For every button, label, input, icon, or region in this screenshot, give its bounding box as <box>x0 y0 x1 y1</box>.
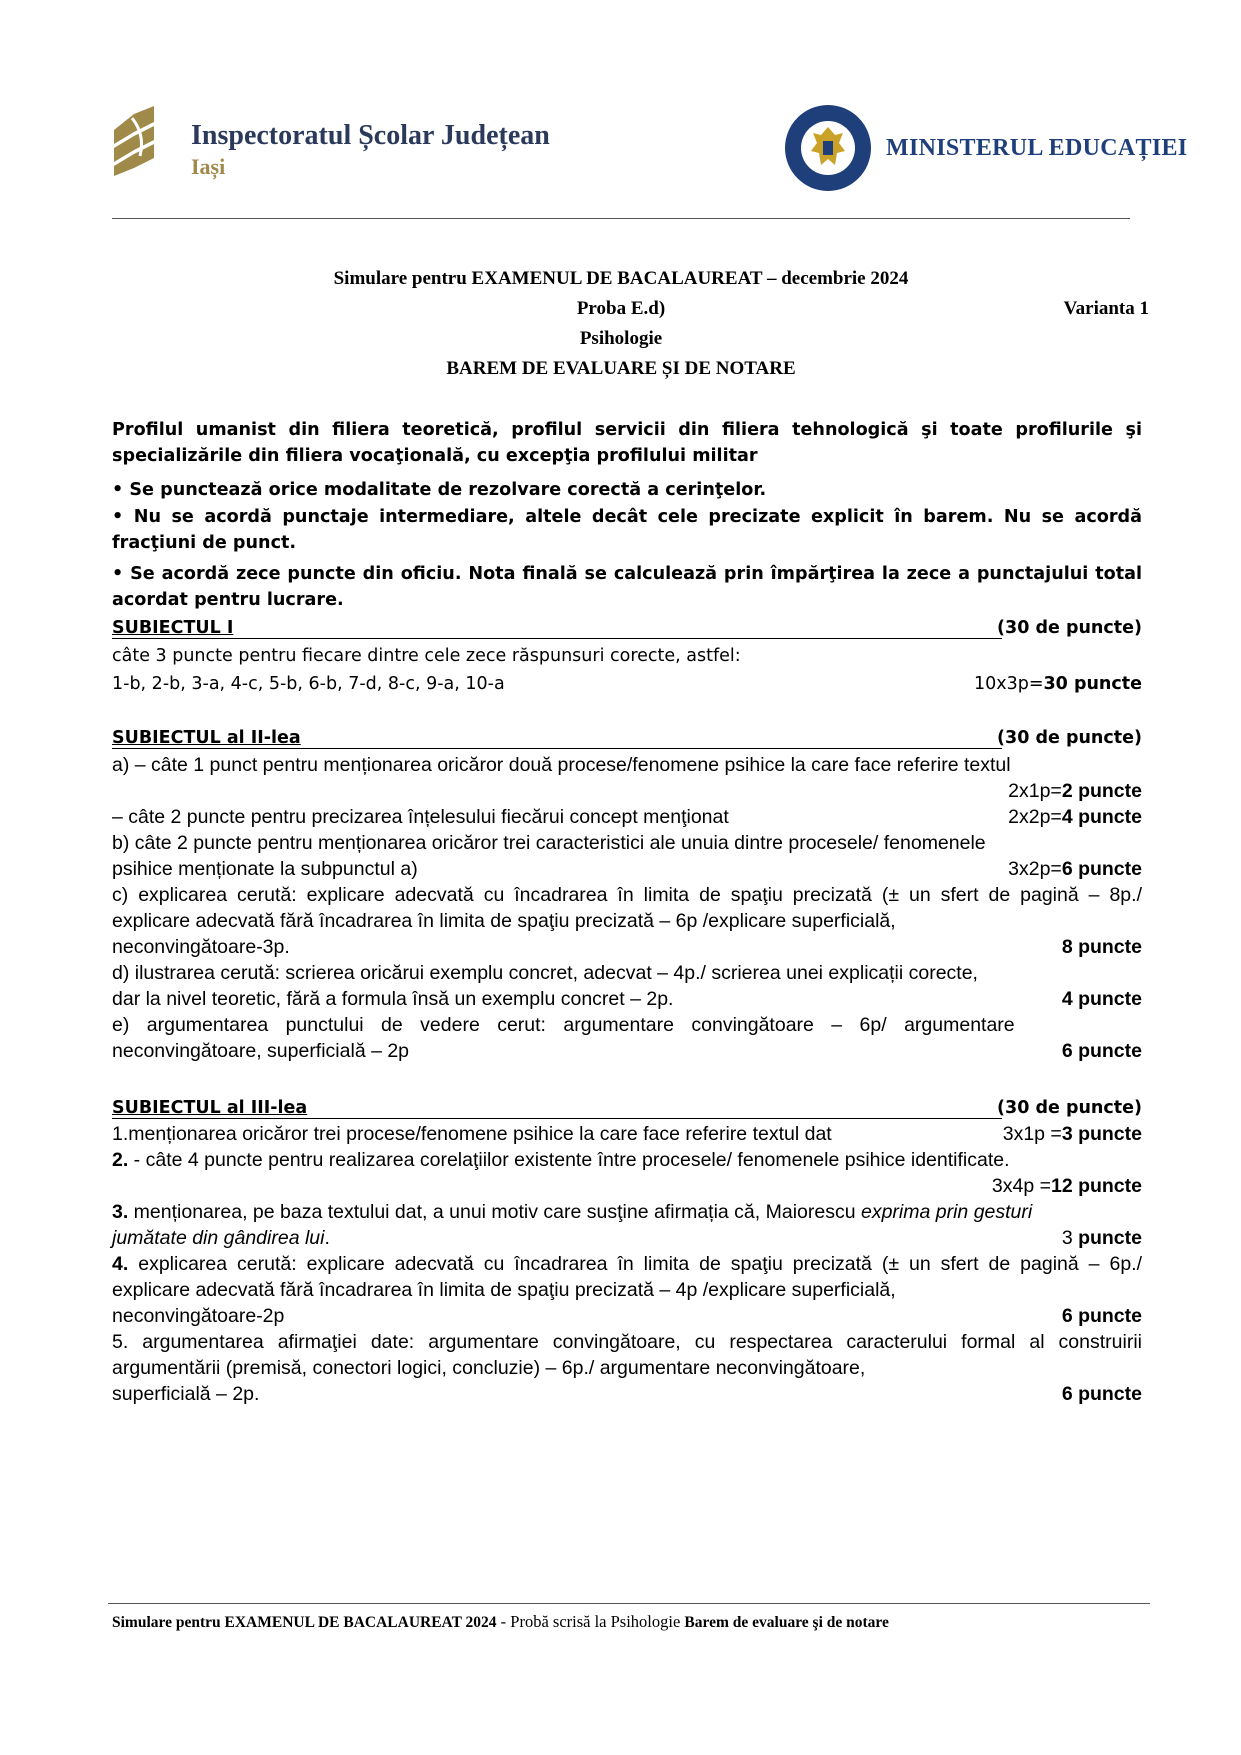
bullet-icon: • <box>112 564 131 584</box>
subject-3-item-5-last: superficială – 2p. <box>112 1383 260 1405</box>
subject-2-a1-score: 2x1p=2 puncte <box>1008 780 1142 802</box>
government-seal-icon <box>783 103 873 193</box>
subject-3-item-3-score-row <box>112 1225 1142 1251</box>
subject-2-b2-row <box>112 856 1142 882</box>
ministry-name: MINISTERUL EDUCAȚIEI <box>886 135 1188 161</box>
seal-text <box>783 103 784 104</box>
subject-3-item-1-row <box>112 1121 1142 1147</box>
subject-1-label: SUBIECTUL I <box>112 618 234 638</box>
subject-3-item-4-score: 6 puncte <box>1061 1305 1142 1327</box>
bullet-icon: • <box>112 480 130 500</box>
subject-2-rule <box>112 748 1002 749</box>
subject-2-e-last: neconvingătoare, superficială – 2p <box>112 1040 410 1062</box>
subject-3-item-5-last-row <box>112 1381 1142 1407</box>
subject-2-a2: – câte 2 puncte pentru precizarea înțelesului fiecărui concept menţionat <box>112 806 729 828</box>
subject-3-item-4-last: neconvingătoare-2p <box>112 1305 285 1327</box>
subject-3-label: SUBIECTUL al III-lea <box>112 1098 308 1118</box>
subject-1-score: 10x3p=30 puncte <box>973 674 1142 694</box>
subject-2-label: SUBIECTUL al II-lea <box>112 728 301 748</box>
exam-title: Simulare pentru EXAMENUL DE BACALAUREAT – decembrie 2024 <box>333 268 909 289</box>
subject-2-b1: b) câte 2 puncte pentru menționarea oricăror trei caracteristici ale unuia dintre procesele/ fenomenele <box>112 832 986 854</box>
subject-2-e: e) argumentarea punctului de vedere cerut: argumentare convingătoare – 6p/ argumentare <box>112 1014 1015 1036</box>
subject-2-c-last-row <box>112 934 1142 960</box>
subject-3-item-2: 2. - câte 4 puncte pentru realizarea corelaţiilor existente între procesele/ fenomenele psihice identificate. <box>112 1149 1010 1171</box>
subject-1-instruction: câte 3 puncte pentru fiecare dintre cele zece răspunsuri corecte, astfel: <box>112 646 741 666</box>
subject-3-item-4-last-row <box>112 1303 1142 1329</box>
subject-2-a1-score-row <box>112 778 1142 804</box>
subject-3-item-4: 4. explicarea cerută: explicare adecvată cu încadrarea în limita de spaţiu precizată (± un sfert de pagină – 6p./ explicare adecvată fără încadrarea în limita de spaţiu precizată – 4p /explicare superficială, <box>112 1253 1142 1301</box>
subject-3-heading <box>112 1098 1142 1118</box>
subject-2-c: c) explicarea cerută: explicare adecvată cu încadrarea în limita de spaţiu precizată (± un sfert de pagină – 8p./ explicare adecvată fără încadrarea în limita de spaţiu precizată – 6p /explicare superficială, <box>112 884 1142 932</box>
subject-2-a2-score: 2x2p=4 puncte <box>1008 806 1142 828</box>
header-divider <box>112 218 1130 219</box>
subject-3-item-2-score: 3x4p =12 puncte <box>991 1175 1142 1197</box>
exam-variant: Varianta 1 <box>1063 298 1149 319</box>
inspectorate-name: Inspectoratul Școlar Județean <box>191 120 550 151</box>
subject-2-heading <box>112 728 1142 748</box>
subject-2-a2-row <box>112 804 1142 830</box>
inspectorate-logo-icon <box>110 100 160 176</box>
subject-2-d-last-row <box>112 986 1142 1012</box>
rule-bullet-3: • Se acordă zece puncte din oficiu. Nota finală se calculează prin împărţirea la zece a punctajului total acordat pentru lucrare. <box>112 564 1143 610</box>
subject-1-heading <box>112 618 1142 638</box>
exam-proba: Proba E.d) <box>576 298 666 319</box>
subject-1-points: (30 de puncte) <box>997 618 1142 638</box>
subject-3-item-3-score: 3 puncte <box>1061 1227 1142 1249</box>
exam-subject: Psihologie <box>579 328 663 349</box>
inspectorate-city: Iași <box>191 154 226 179</box>
subject-2-e-score: 6 puncte <box>1061 1040 1142 1062</box>
subject-3-rule <box>112 1118 1002 1119</box>
subject-2-c-last: neconvingătoare-3p. <box>112 936 290 958</box>
footer-text: Simulare pentru EXAMENUL DE BACALAUREAT 2024 - Probă scrisă la Psihologie Barem de evaluare şi de notare <box>112 1612 889 1631</box>
subject-1-rule <box>112 638 1002 639</box>
subject-1-answers-row <box>112 671 1142 697</box>
subject-1-answers: 1-b, 2-b, 3-a, 4-c, 5-b, 6-b, 7-d, 8-c, 9-a, 10-a <box>112 674 505 694</box>
subject-2-a1: a) – câte 1 punct pentru menționarea oricăror două procese/fenomene psihice la care face referire textul <box>112 754 1011 776</box>
subject-3-item-5-score: 6 puncte <box>1061 1383 1142 1405</box>
rule-bullet-2: • Nu se acordă punctaje intermediare, altele decât cele precizate explicit în barem. Nu se acordă fracţiuni de punct. <box>112 507 1142 553</box>
subject-2-points: (30 de puncte) <box>997 728 1142 748</box>
subject-2-e-last-row <box>112 1038 1142 1064</box>
subject-3-item-1: 1.menționarea oricăror trei procese/fenomene psihice la care face referire textul dat <box>112 1123 832 1145</box>
subject-3-item-1-score: 3x1p =3 puncte <box>1002 1123 1142 1145</box>
subject-2-c-score: 8 puncte <box>1061 936 1142 958</box>
subject-3-item-2-score-row <box>112 1173 1142 1199</box>
exam-barem-title: BAREM DE EVALUARE ȘI DE NOTARE <box>446 358 796 379</box>
footer-divider <box>108 1603 1150 1604</box>
subject-3-points: (30 de puncte) <box>997 1098 1142 1118</box>
bullet-icon: • <box>112 507 134 527</box>
rule-bullet-1: • Se punctează orice modalitate de rezolvare corectă a cerinţelor. <box>112 480 767 500</box>
subject-2-d-score: 4 puncte <box>1061 988 1142 1010</box>
subject-3-item-3: 3. menționarea, pe baza textului dat, a unui motiv care susţine afirmația că, Maiorescu exprima prin gesturi jumătate din gândirea lui. <box>112 1201 1033 1249</box>
subject-2-d-last: dar la nivel teoretic, fără a formula însă un exemplu concret – 2p. <box>112 988 674 1010</box>
subject-2-d: d) ilustrarea cerută: scrierea oricărui exemplu concret, adecvat – 4p./ scrierea unei explicații corecte, <box>112 962 978 984</box>
subject-2-b-score: 3x2p=6 puncte <box>1008 858 1142 880</box>
profile-statement: Profilul umanist din filiera teoretică, profilul servicii din filiera tehnologică şi toate profilurile şi specializările din filiera vocaţională, cu excepţia profilului militar <box>112 420 1142 466</box>
subject-3-item-5: 5. argumentarea afirmaţiei date: argumentare convingătoare, cu respectarea caracterului formal al construirii argumentării (premisă, conectori logici, concluzie) – 6p./ argumentare neconvingătoare, <box>112 1331 1142 1379</box>
subject-2-b2: psihice menționate la subpunctul a) <box>112 858 418 880</box>
